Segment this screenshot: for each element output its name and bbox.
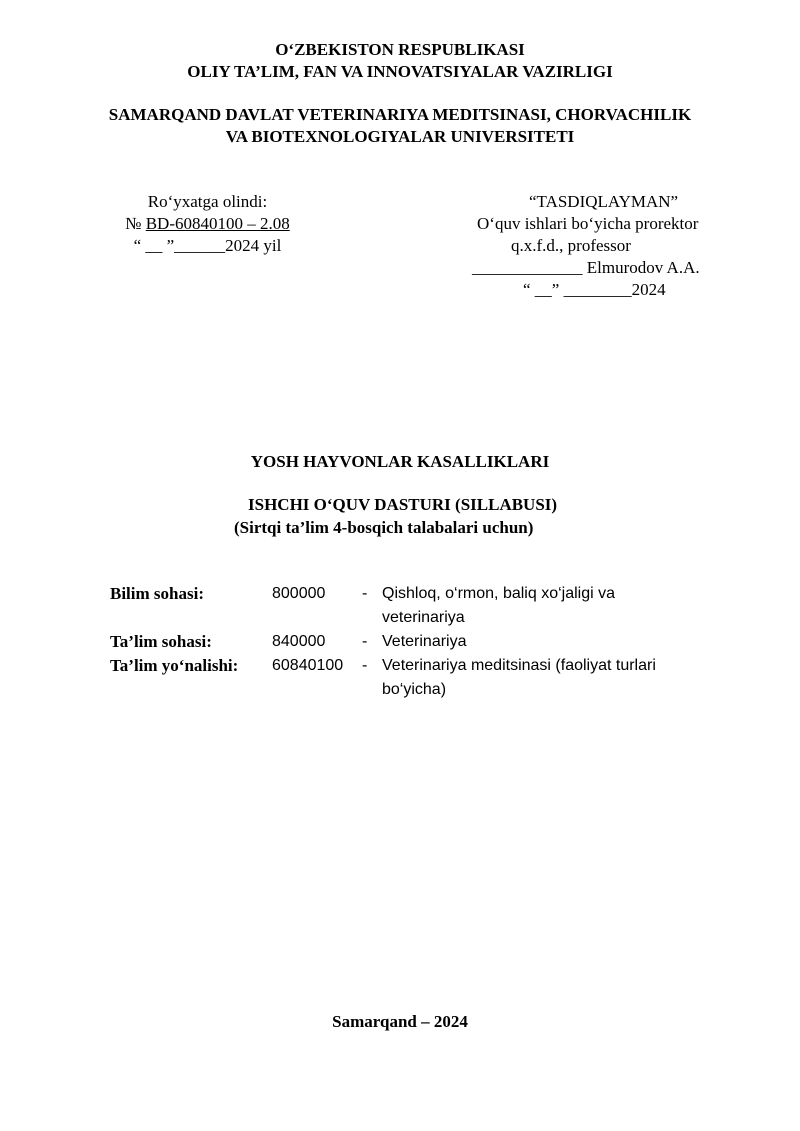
- info-dash: -: [362, 585, 368, 602]
- ministry-line-1: O‘ZBEKISTON RESPUBLIKASI: [275, 40, 525, 59]
- info-desc: Qishloq, o‘rmon, baliq xo‘jaligi va veterinariya: [382, 585, 615, 626]
- program-subtitle: (Sirtqi ta’lim 4-bosqich talabalari uchun): [234, 518, 534, 537]
- info-row-talim-sohasi: [110, 630, 700, 654]
- approval-position: O‘quv ishlari bo‘yicha prorektor: [477, 214, 699, 233]
- university-line-1: SAMARQAND DAVLAT VETERINARIYA MEDITSINASI, CHORVACHILIK: [108, 105, 692, 124]
- registration-block: [110, 191, 305, 257]
- registration-number: BD-60840100 – 2.08: [145, 214, 290, 233]
- program-title: ISHCHI O‘QUV DASTURI (SILLABUSI): [248, 495, 558, 514]
- info-desc: Veterinariya meditsinasi (faoliyat turlari bo‘yicha): [382, 657, 656, 698]
- approval-date: “ __” ________2024: [523, 280, 666, 299]
- ministry-line-2: OLIY TA’LIM, FAN VA INNOVATSIYALAR VAZIRLIGI: [187, 62, 613, 81]
- info-code: 840000: [272, 633, 326, 650]
- info-row-talim-yonalishi: [110, 654, 700, 702]
- registration-number-line: [110, 213, 305, 235]
- approval-title: “TASDIQLAYMAN”: [529, 192, 679, 211]
- info-table: [110, 582, 700, 702]
- info-label: Ta’lim sohasi:: [110, 632, 212, 651]
- number-sign: №: [125, 214, 146, 233]
- university-line-2: VA BIOTEXNOLOGIYALAR UNIVERSITETI: [225, 127, 575, 146]
- info-label: Bilim sohasi:: [110, 584, 204, 603]
- info-row-bilim-sohasi: [110, 582, 700, 630]
- info-dash: -: [362, 657, 368, 674]
- footer-city-year: Samarqand – 2024: [332, 1012, 468, 1031]
- info-label: Ta’lim yo‘nalishi:: [110, 656, 239, 675]
- info-code: 60840100: [272, 657, 344, 674]
- info-dash: -: [362, 633, 368, 650]
- info-desc: Veterinariya: [382, 633, 467, 650]
- approval-degree: q.x.f.d., professor: [511, 236, 631, 255]
- registration-date: “ __ ”______2024 yil: [133, 236, 282, 255]
- info-code: 800000: [272, 585, 326, 602]
- course-title: YOSH HAYVONLAR KASALLIKLARI: [250, 452, 550, 471]
- registration-label: Ro‘yxatga olindi:: [147, 192, 268, 211]
- approval-signature: _____________ Elmurodov A.A.: [472, 258, 700, 277]
